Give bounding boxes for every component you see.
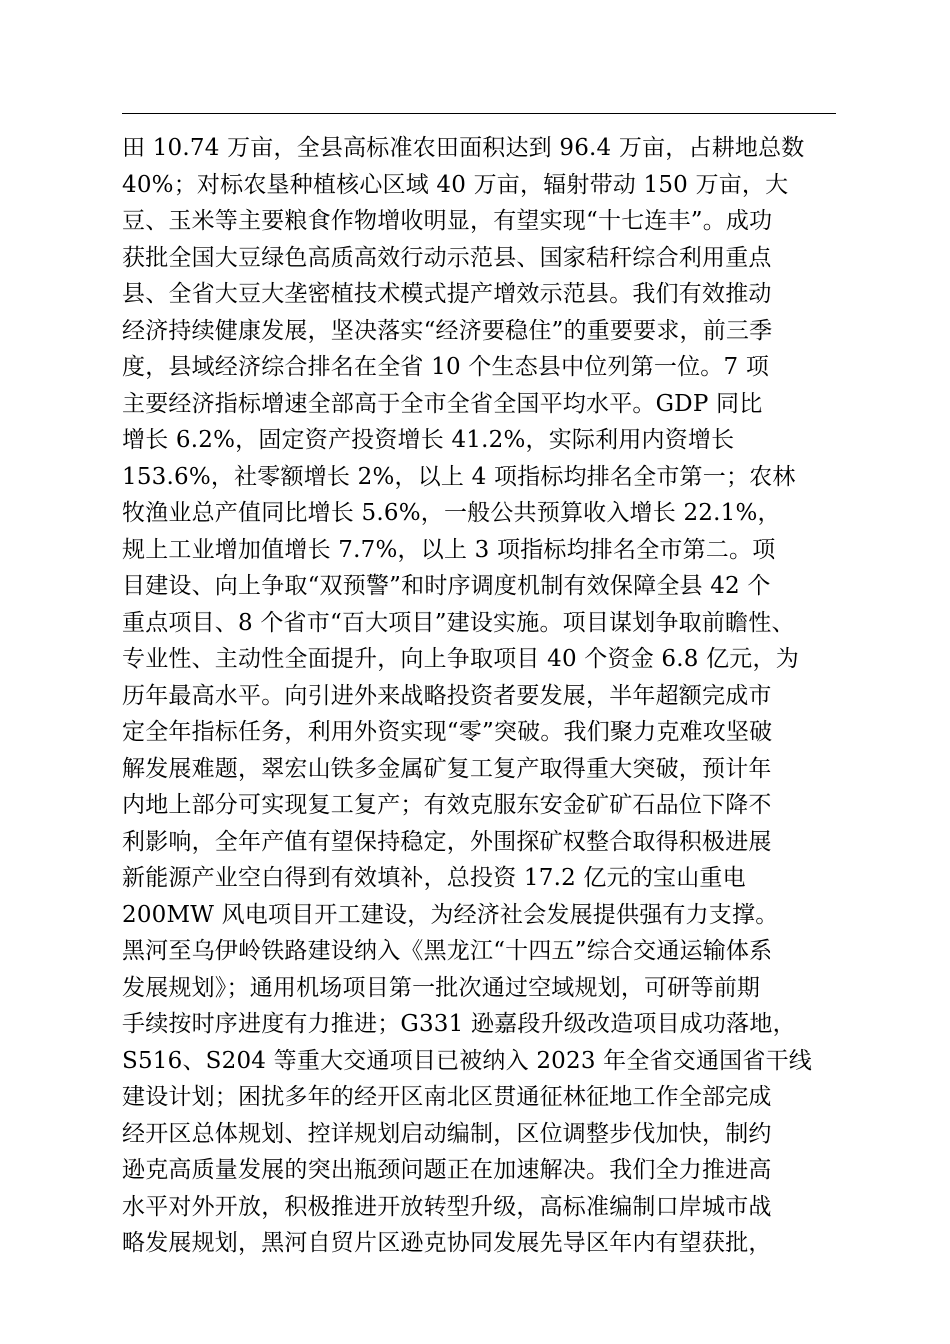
text-line: 40%；对标农垦种植核心区域 40 万亩，辐射带动 150 万亩，大 <box>122 171 789 198</box>
text-line: 经济持续健康发展，坚决落实“经济要稳住”的重要要求，前三季 <box>122 317 773 344</box>
text-line: 定全年指标任务，利用外资实现“零”突破。我们聚力克难攻坚破 <box>122 719 773 745</box>
text-line: S516、S204 等重大交通项目已被纳入 2023 年全省交通国省干线 <box>122 1047 812 1074</box>
text-line: 县、全省大豆大垄密植技术模式提产增效示范县。我们有效推动 <box>122 281 772 307</box>
text-line: 黑河至乌伊岭铁路建设纳入《黑龙江“十四五”综合交通运输体系 <box>122 938 773 964</box>
text-line: 历年最高水平。向引进外来战略投资者要发展，半年超额完成市 <box>122 682 772 709</box>
text-line: 度，县域经济综合排名在全省 10 个生态县中位列第一位。7 项 <box>122 354 770 380</box>
text-line: 逊克高质量发展的突出瓶颈问题正在加速解决。我们全力推进高 <box>122 1157 772 1183</box>
text-line: 牧渔业总产值同比增长 5.6%，一般公共预算收入增长 22.1%， <box>122 500 781 526</box>
text-line: 豆、玉米等主要粮食作物增收明显，有望实现“十七连丰”。成功 <box>122 208 773 234</box>
text-line: 153.6%，社零额增长 2%，以上 4 项指标均排名全市第一；农林 <box>122 463 796 490</box>
text-line: 利影响，全年产值有望保持稳定，外围探矿权整合取得积极进展 <box>122 828 772 855</box>
text-line: 重点项目、8 个省市“百大项目”建设实施。项目谋划争取前瞻性、 <box>122 609 795 636</box>
text-line: 水平对外开放，积极推进开放转型升级，高标准编制口岸城市战 <box>122 1193 772 1220</box>
header-rule <box>122 113 836 114</box>
text-line: 田 10.74 万亩，全县高标准农田面积达到 96.4 万亩，占耕地总数 <box>122 135 805 161</box>
text-line: 规上工业增加值增长 7.7%，以上 3 项指标均排名全市第二。项 <box>122 536 776 563</box>
text-line: 发展规划》；通用机场项目第一批次通过空域规划，可研等前期 <box>122 974 761 1001</box>
text-line: 建设计划；困扰多年的经开区南北区贯通征林征地工作全部完成 <box>122 1084 772 1110</box>
text-line: 解发展难题，翠宏山铁多金属矿复工复产取得重大突破，预计年 <box>122 755 772 782</box>
text-line: 目建设、向上争取“双预警”和时序调度机制有效保障全县 42 个 <box>122 573 771 599</box>
text-line: 专业性、主动性全面提升，向上争取项目 40 个资金 6.8 亿元，为 <box>122 646 799 672</box>
text-line: 经开区总体规划、控详规划启动编制，区位调整步伐加快，制约 <box>122 1120 772 1147</box>
text-line: 获批全国大豆绿色高质高效行动示范县、国家秸秆综合利用重点 <box>122 244 772 271</box>
text-line: 内地上部分可实现复工复产；有效克服东安金矿矿石品位下降不 <box>122 792 772 818</box>
text-line: 手续按时序进度有力推进；G331 逊嘉段升级改造项目成功落地， <box>122 1011 796 1037</box>
text-line: 略发展规划，黑河自贸片区逊克协同发展先导区年内有望获批， <box>122 1230 772 1256</box>
text-line: 新能源产业空白得到有效填补，总投资 17.2 亿元的宝山重电 <box>122 865 746 891</box>
body-text <box>122 130 862 1262</box>
text-line: 增长 6.2%，固定资产投资增长 41.2%，实际利用内资增长 <box>122 427 735 453</box>
text-line: 主要经济指标增速全部高于全市全省全国平均水平。GDP 同比 <box>122 390 763 417</box>
text-line: 200MW 风电项目开工建设，为经济社会发展提供强有力支撑。 <box>122 901 779 928</box>
